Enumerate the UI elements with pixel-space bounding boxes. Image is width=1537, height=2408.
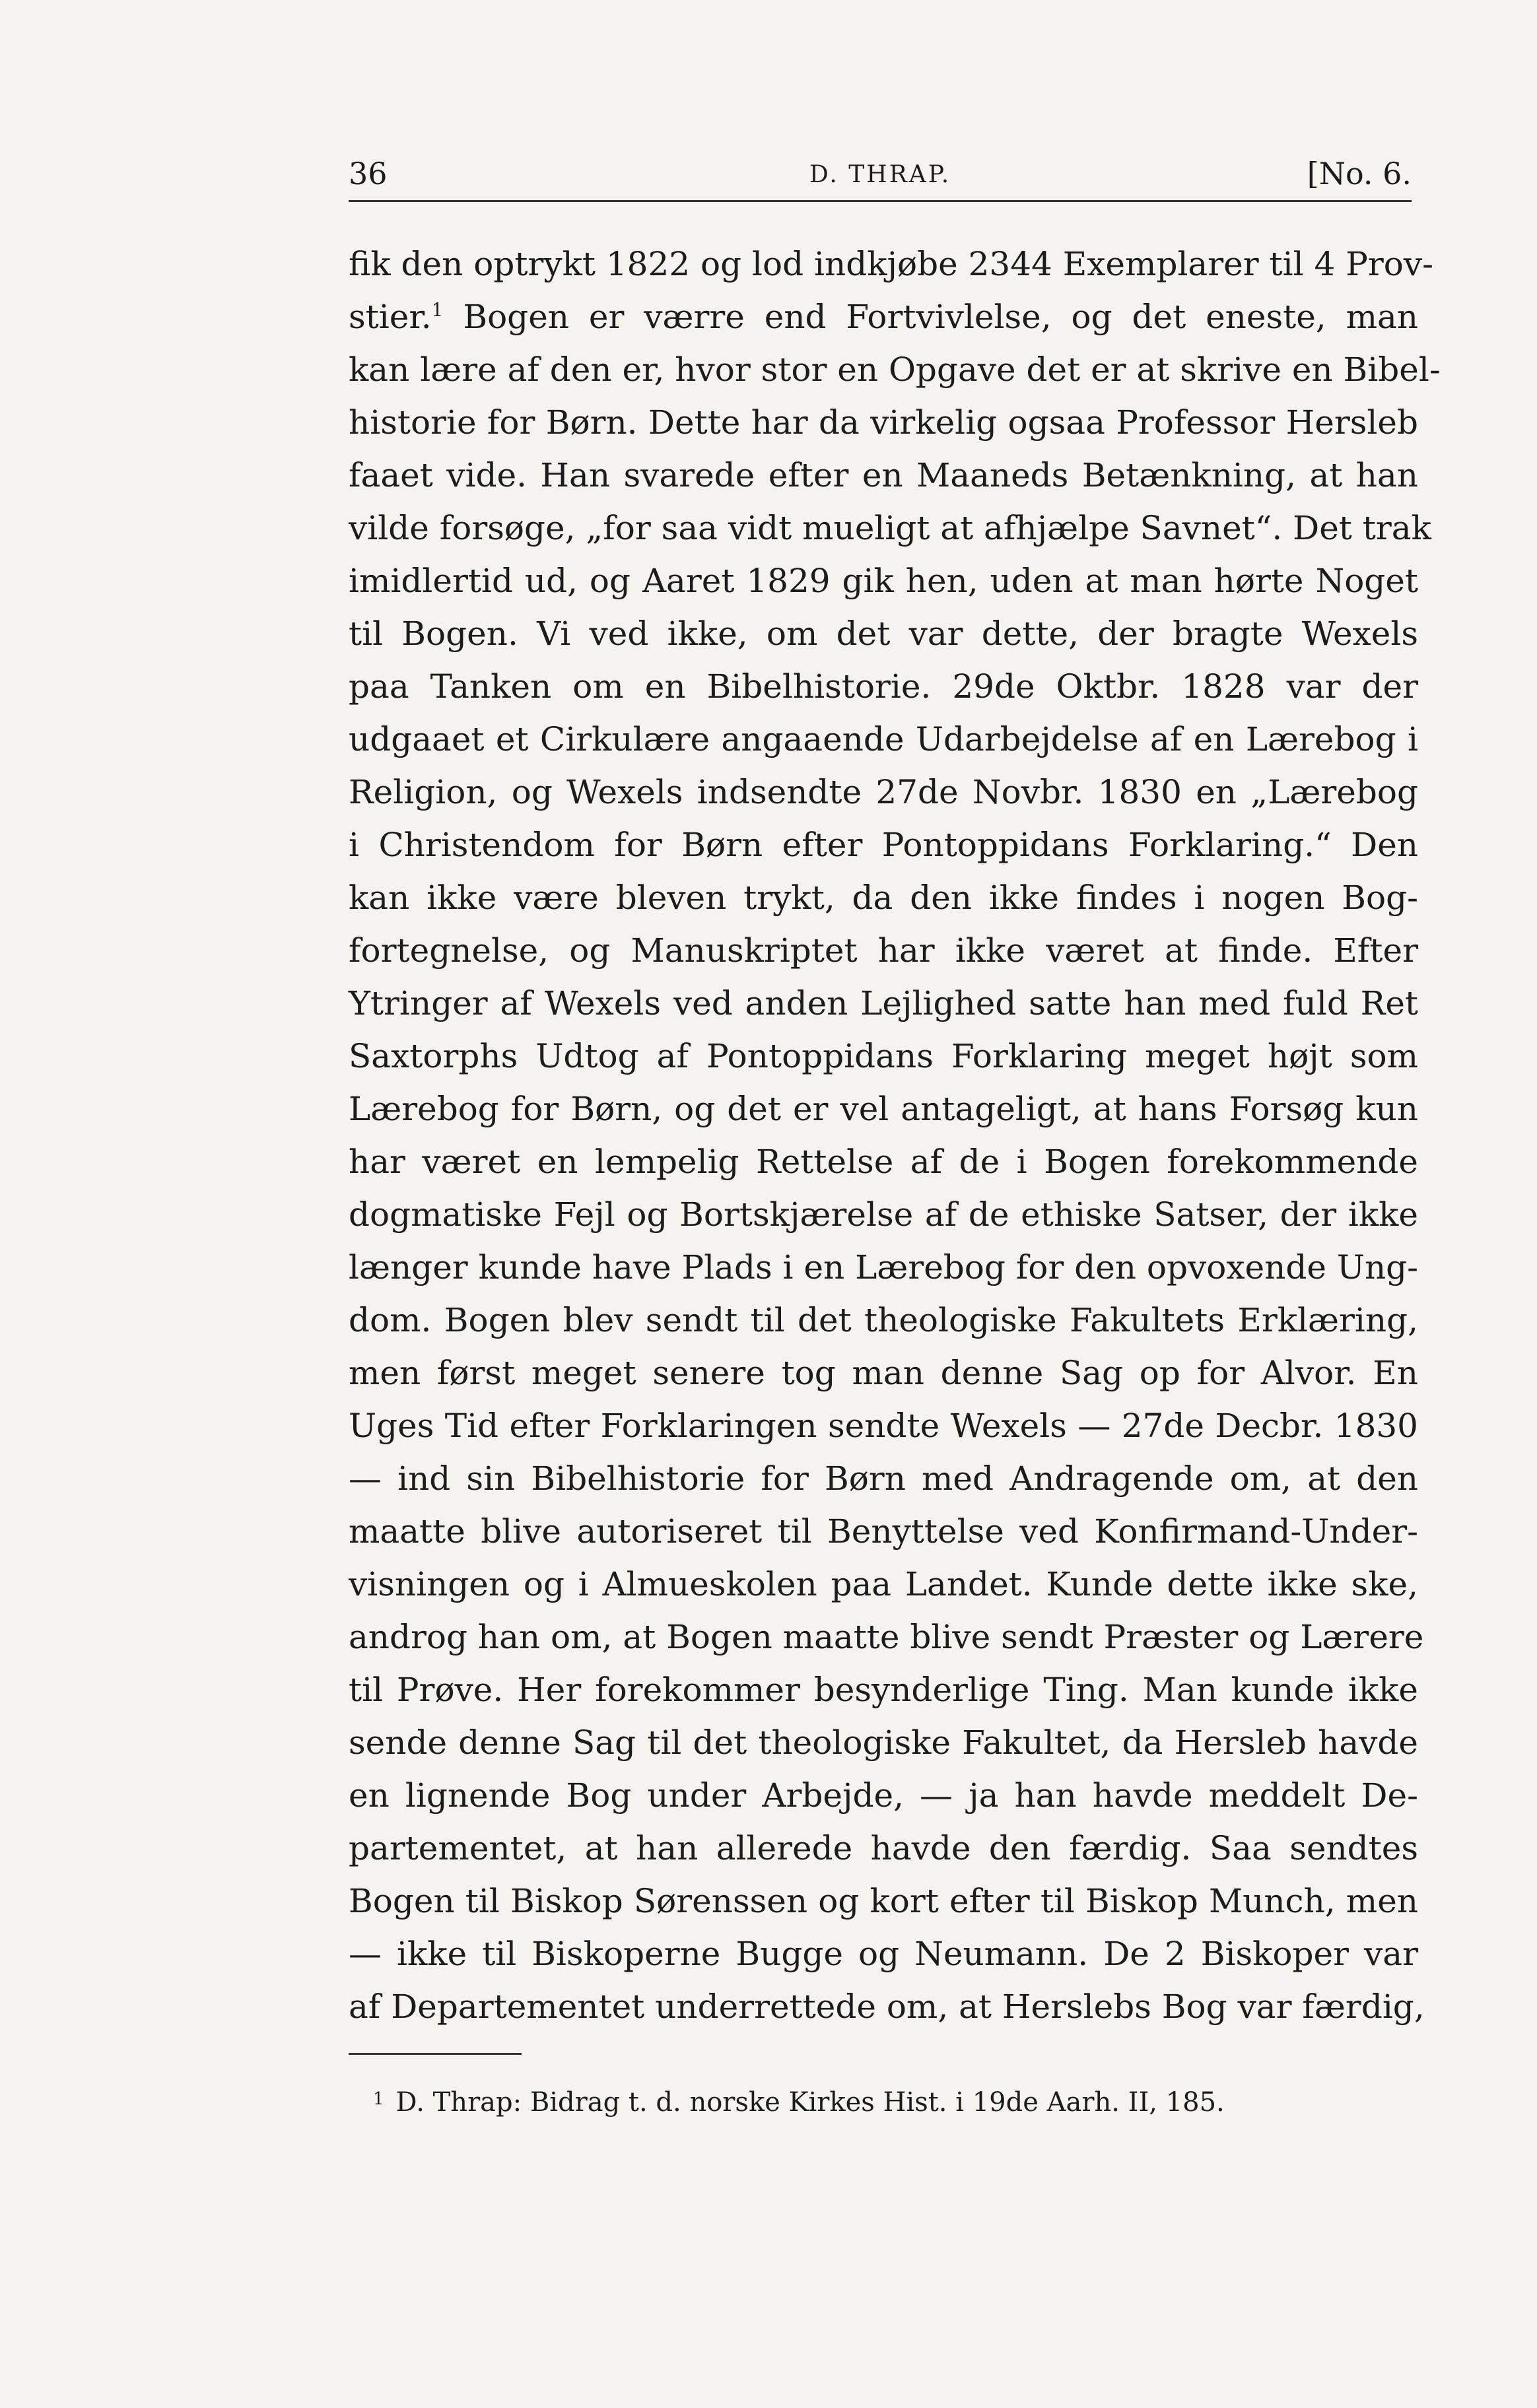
text-line: dom. Bogen blev sendt til det theologiske Fakultets Erklæring, xyxy=(349,1301,1418,1339)
footnote-reference: 1 xyxy=(431,299,444,321)
text-line: sende denne Sag til det theologiske Fakultet, da Hersleb havde xyxy=(349,1723,1418,1762)
text-line xyxy=(349,290,1418,343)
running-head-issue: [No. 6. xyxy=(1307,156,1412,191)
running-head-author: D. THRAP. xyxy=(809,161,951,188)
text-line: Uges Tid efter Forklaringen sendte Wexels — 27de Decbr. 1830 xyxy=(349,1407,1418,1445)
text-line: Ytringer af Wexels ved anden Lejlighed satte han med fuld Ret xyxy=(349,984,1418,1022)
text-line: udgaaet et Cirkulære angaaende Udarbejdelse af en Lærebog i xyxy=(349,720,1418,758)
text-line: har været en lempelig Rettelse af de i Bogen forekommende xyxy=(349,1143,1418,1181)
text-fragment: Bogen er værre end Fortvivlelse, og det eneste, man xyxy=(443,298,1418,336)
text-line: maatte blive autoriseret til Benyttelse ved Konfirmand-Under- xyxy=(349,1512,1418,1551)
footnote-text: D. Thrap: Bidrag t. d. norske Kirkes Hist. i 19de Aarh. II, 185. xyxy=(395,2087,1225,2118)
text-line: til Bogen. Vi ved ikke, om det var dette, der bragte Wexels xyxy=(349,615,1418,653)
text-line: historie for Børn. Dette har da virkelig ogsaa Professor Hersleb xyxy=(349,403,1418,442)
text-line: Lærebog for Børn, og det er vel antageligt, at hans Forsøg kun xyxy=(349,1090,1418,1128)
text-line: paa Tanken om en Bibelhistorie. 29de Oktbr. 1828 var der xyxy=(349,667,1418,706)
text-line: vilde forsøge, „for saa vidt mueligt at afhjælpe Savnet“. Det trak xyxy=(349,509,1431,547)
header-rule xyxy=(349,200,1412,202)
text-line: fik den optrykt 1822 og lod indkjøbe 2344 Exemplarer til 4 Prov- xyxy=(349,245,1433,283)
text-line: til Prøve. Her forekommer besynderlige Ting. Man kunde ikke xyxy=(349,1671,1418,1709)
text-line: men først meget senere tog man denne Sag op for Alvor. En xyxy=(349,1354,1418,1392)
text-line: fortegnelse, og Manuskriptet har ikke været at finde. Efter xyxy=(349,931,1418,970)
text-line: androg han om, at Bogen maatte blive sendt Præster og Lærere xyxy=(349,1618,1424,1656)
footnote-rule xyxy=(349,2053,522,2055)
text-fragment: stier. xyxy=(349,298,432,336)
text-line: Bogen til Biskop Sørenssen og kort efter til Biskop Munch, men xyxy=(349,1882,1418,1920)
footnote xyxy=(373,2079,1429,2122)
footnote-marker: 1 xyxy=(373,2089,384,2109)
running-head xyxy=(349,147,1412,199)
text-line: Saxtorphs Udtog af Pontoppidans Forklaring meget højt som xyxy=(349,1037,1418,1075)
text-line: en lignende Bog under Arbejde, — ja han havde meddelt De- xyxy=(349,1776,1418,1815)
text-line: kan lære af den er, hvor stor en Opgave det er at skrive en Bibel- xyxy=(349,351,1441,389)
text-line: dogmatiske Fejl og Bortskjærelse af de ethiske Satser, der ikke xyxy=(349,1195,1418,1234)
text-line: partementet, at han allerede havde den færdig. Saa sendtes xyxy=(349,1829,1418,1867)
text-line: visningen og i Almueskolen paa Landet. Kunde dette ikke ske, xyxy=(349,1565,1418,1603)
text-line: — ikke til Biskoperne Bugge og Neumann. De 2 Biskoper var xyxy=(349,1935,1418,1973)
text-line: Religion, og Wexels indsendte 27de Novbr. 1830 en „Lærebog xyxy=(349,773,1418,811)
page-number: 36 xyxy=(349,156,388,191)
text-line: længer kunde have Plads i en Lærebog for den opvoxende Ung- xyxy=(349,1248,1419,1287)
text-line: imidlertid ud, og Aaret 1829 gik hen, uden at man hørte Noget xyxy=(349,562,1418,600)
text-line: — ind sin Bibelhistorie for Børn med Andragende om, at den xyxy=(349,1459,1418,1498)
text-line: i Christendom for Børn efter Pontoppidans Forklaring.“ Den xyxy=(349,826,1418,864)
text-line: af Departementet underrettede om, at Herslebs Bog var færdig, xyxy=(349,1988,1425,2026)
text-line: kan ikke være bleven trykt, da den ikke findes i nogen Bog- xyxy=(349,879,1418,917)
text-line: faaet vide. Han svarede efter en Maaneds Betænkning, at han xyxy=(349,456,1418,494)
